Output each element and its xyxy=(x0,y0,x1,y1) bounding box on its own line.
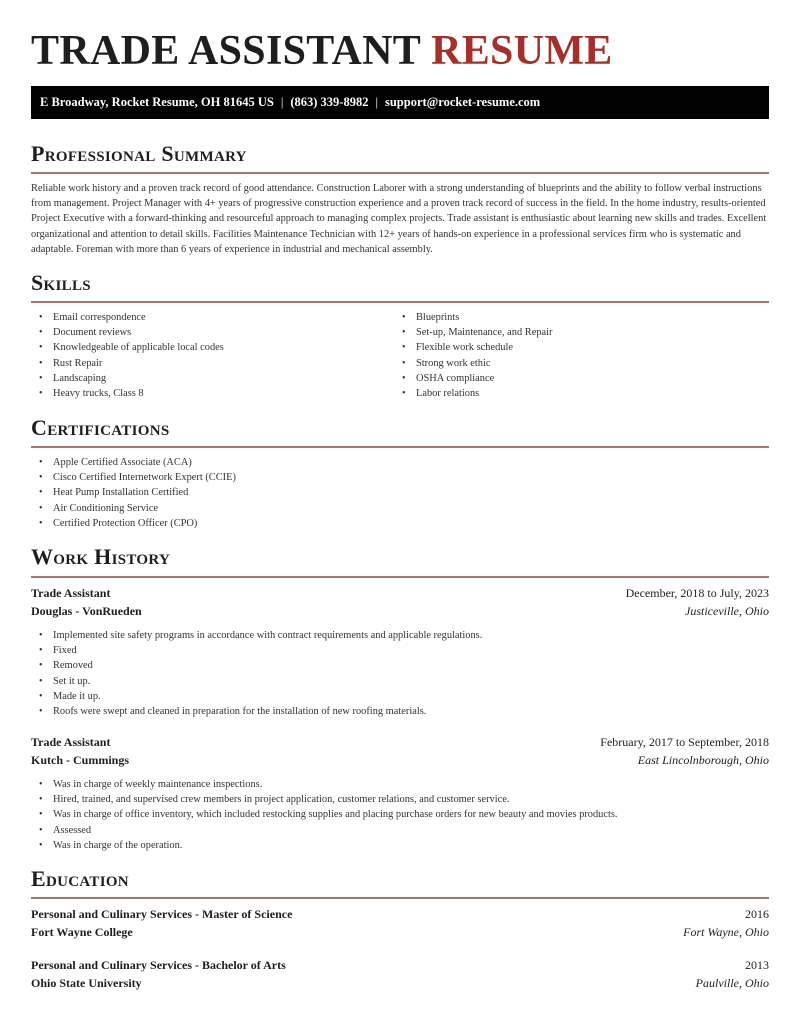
education-degree: Personal and Culinary Services - Master of Science xyxy=(31,907,293,921)
summary-text: Reliable work history and a proven track record of good attendance. Construction Laborer with a strong understanding of blueprints and the ability to follow verbal instructions from management. Project Manager with 4+ years of progressive construction experience and a proven track record of success in the field. In the home industry, results-oriented Project Executive with a forward-thinking and resourceful approach to managing complex projects. Trade assistant is enthusiastic about learning new skills and trades. Excellent organizational and attention to detail skills. Facilities Maintenance Technician with 12+ years of hands-on experience in a professional services firm who is systematic and adaptable. Foreman with more than 6 years of experience in industrial and mechanical assembly. xyxy=(31,183,767,255)
education-school-row xyxy=(31,924,769,941)
certification-item: • Apple Certified Associate (ACA) xyxy=(31,455,236,470)
job-duty-item: • Was in charge of weekly maintenance inspections. xyxy=(31,777,618,792)
resume-title xyxy=(31,26,613,76)
section-heading-skills: Skills xyxy=(31,270,91,295)
section-divider xyxy=(31,172,769,174)
skill-item: • Email correspondence xyxy=(31,310,224,325)
job-dates: December, 2018 to July, 2023 xyxy=(625,586,769,600)
job-company: Kutch - Cummings xyxy=(31,753,130,767)
section-heading-summary: Professional Summary xyxy=(31,141,247,166)
certification-item: • Air Conditioning Service xyxy=(31,501,236,516)
education-location: Paulville, Ohio xyxy=(695,976,769,990)
title-main: TRADE ASSISTANT xyxy=(31,28,421,74)
education-degree-row xyxy=(31,906,769,923)
education-school-row xyxy=(31,975,769,992)
education-degree-row xyxy=(31,957,769,974)
contact-separator: | xyxy=(280,95,284,109)
skill-item: • OSHA compliance xyxy=(394,371,552,386)
job-duty-item: • Removed xyxy=(31,658,482,673)
skill-item: • Flexible work schedule xyxy=(394,340,552,355)
contact-email[interactable]: support@rocket-resume.com xyxy=(384,95,541,109)
job-duty-item: • Fixed xyxy=(31,643,482,658)
certifications-list xyxy=(31,455,236,531)
job-location: East Lincolnborough, Ohio xyxy=(637,753,769,767)
job-dates: February, 2017 to September, 2018 xyxy=(600,735,769,749)
section-divider xyxy=(31,897,769,899)
job-duties-list xyxy=(31,628,482,719)
title-accent: RESUME xyxy=(431,28,613,74)
skills-list-left xyxy=(31,310,224,401)
education-location: Fort Wayne, Ohio xyxy=(683,925,769,939)
contact-phone[interactable]: (863) 339-8982 xyxy=(290,95,369,109)
skill-item: • Heavy trucks, Class 8 xyxy=(31,386,224,401)
job-duty-item: • Hired, trained, and supervised crew members in project application, customer relations, and customer service. xyxy=(31,792,618,807)
skill-item: • Landscaping xyxy=(31,371,224,386)
skill-item: • Rust Repair xyxy=(31,356,224,371)
job-header-row xyxy=(31,734,769,751)
skill-item: • Strong work ethic xyxy=(394,356,552,371)
job-duty-item: • Was in charge of the operation. xyxy=(31,838,618,853)
education-school: Fort Wayne College xyxy=(31,925,133,939)
job-duty-item: • Set it up. xyxy=(31,674,482,689)
education-school: Ohio State University xyxy=(31,976,142,990)
job-location: Justiceville, Ohio xyxy=(685,604,769,618)
job-duty-item: • Made it up. xyxy=(31,689,482,704)
education-degree: Personal and Culinary Services - Bachelor of Arts xyxy=(31,958,286,972)
job-duty-item: • Roofs were swept and cleaned in preparation for the installation of new roofing materials. xyxy=(31,704,482,719)
skills-list-right xyxy=(394,310,552,401)
job-duty-item: • Implemented site safety programs in accordance with contract requirements and applicable regulations. xyxy=(31,628,482,643)
job-company: Douglas - VonRueden xyxy=(31,604,142,618)
education-year: 2013 xyxy=(745,958,769,972)
section-heading-work-history: Work History xyxy=(31,544,171,569)
skill-item: • Document reviews xyxy=(31,325,224,340)
section-heading-certifications: Certifications xyxy=(31,415,170,440)
job-company-row xyxy=(31,752,769,769)
job-title: Trade Assistant xyxy=(31,735,111,749)
job-duty-item: • Was in charge of office inventory, which included restocking supplies and placing purchase orders for new beauty and movies products. xyxy=(31,807,618,822)
job-company-row xyxy=(31,603,769,620)
education-year: 2016 xyxy=(745,907,769,921)
job-duty-item: • Assessed xyxy=(31,823,618,838)
section-divider xyxy=(31,446,769,448)
contact-separator: | xyxy=(375,95,378,109)
certification-item: • Heat Pump Installation Certified xyxy=(31,485,236,500)
section-divider xyxy=(31,301,769,303)
certification-item: • Cisco Certified Internetwork Expert (CCIE) xyxy=(31,470,236,485)
job-duties-list xyxy=(31,777,618,853)
skill-item: • Blueprints xyxy=(394,310,552,325)
certification-item: • Certified Protection Officer (CPO) xyxy=(31,516,236,531)
section-divider xyxy=(31,576,769,578)
job-title: Trade Assistant xyxy=(31,586,111,600)
job-header-row xyxy=(31,585,769,602)
skill-item: • Set-up, Maintenance, and Repair xyxy=(394,325,552,340)
contact-bar xyxy=(31,86,769,119)
skill-item: • Labor relations xyxy=(394,386,552,401)
contact-address: E Broadway, Rocket Resume, OH 81645 US xyxy=(40,95,274,109)
skill-item: • Knowledgeable of applicable local codes xyxy=(31,340,224,355)
section-heading-education: Education xyxy=(31,866,129,891)
